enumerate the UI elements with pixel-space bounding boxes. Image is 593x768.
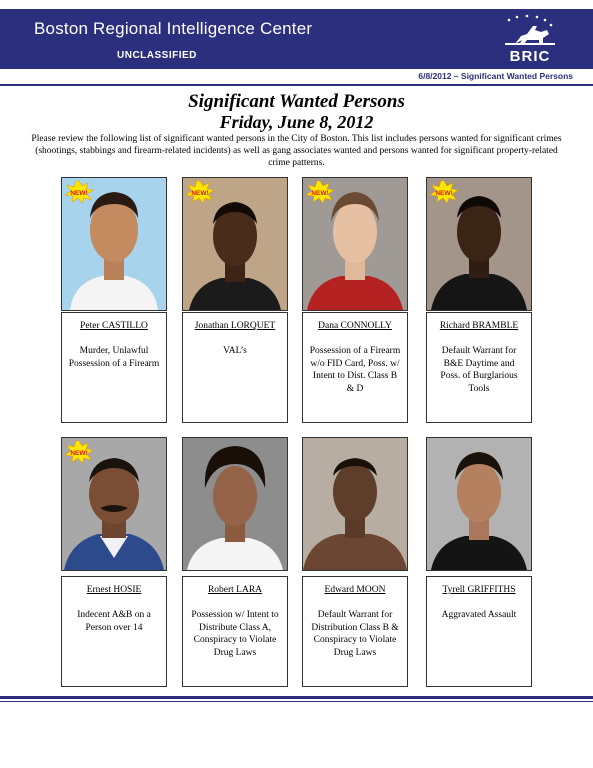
new-badge-text: NEW! (191, 190, 209, 197)
org-name: Boston Regional Intelligence Center (34, 19, 313, 38)
person-card (61, 576, 167, 687)
person-card (302, 576, 408, 687)
top-margin (0, 0, 593, 8)
person-card (426, 576, 532, 687)
person-silhouette (183, 438, 287, 570)
person-name: Ernest HOSIE (86, 585, 142, 595)
person-card (302, 312, 408, 423)
person-charge: Murder, Unlawful Possession of a Firearm (68, 346, 160, 369)
mugshot (426, 437, 532, 571)
mugshot (302, 437, 408, 571)
person-charge: Possession w/ Intent to Distribute Class A, Conspiracy to Violate Drug Laws (191, 610, 279, 658)
new-badge-icon (64, 180, 94, 204)
person-card (426, 312, 532, 423)
mugshot (302, 177, 408, 311)
logo-text: BRIC (509, 48, 551, 65)
mugshot (182, 177, 288, 311)
person-name: Richard BRAMBLE (439, 321, 519, 331)
person-name: Jonathan LORQUET (194, 321, 276, 331)
new-badge-icon (305, 180, 335, 204)
page-title: Significant Wanted Persons (188, 91, 405, 112)
new-badge-icon (429, 180, 459, 204)
person-card (61, 312, 167, 423)
new-badge-text: NEW! (311, 190, 329, 197)
person-name: Robert LARA (207, 585, 263, 595)
intro-paragraph: Please review the following list of significant wanted persons in the City of Boston. This list includes persons wanted for significant crimes (shootings, stabbings and firearm-related incidents) as well as gang associates wanted and persons wanted for significant property-related crime patterns. (31, 134, 562, 168)
person-name: Edward MOON (324, 585, 386, 595)
person-card (182, 576, 288, 687)
person-name: Dana CONNOLLY (318, 321, 392, 331)
classification-label: UNCLASSIFIED (117, 50, 197, 61)
person-silhouette (303, 438, 407, 570)
mugshot (61, 437, 167, 571)
new-badge-icon (185, 180, 215, 204)
new-badge-icon (64, 440, 94, 464)
person-name: Peter CASTILLO (80, 321, 148, 331)
person-card (182, 312, 288, 423)
new-badge-text: NEW! (435, 190, 453, 197)
person-charge: VAL’s (223, 346, 247, 356)
new-badge-text: NEW! (70, 190, 88, 197)
mugshot (182, 437, 288, 571)
person-charge: Aggravated Assault (441, 610, 517, 620)
person-name: Tyrell GRIFFITHS (442, 585, 516, 595)
person-silhouette (427, 438, 531, 570)
header-banner (0, 9, 593, 69)
mugshot (426, 177, 532, 311)
person-charge: Default Warrant for Distribution Class B & Conspiracy to Violate Drug Laws (311, 610, 399, 658)
mugshot (61, 177, 167, 311)
person-charge: Indecent A&B on a Person over 14 (77, 610, 151, 633)
bric-logo (497, 12, 563, 66)
page-date: Friday, June 8, 2012 (219, 112, 374, 132)
person-charge: Default Warrant for B&E Daytime and Poss. of Burglarious Tools (440, 346, 518, 394)
footer-rule (0, 696, 593, 699)
new-badge-text: NEW! (70, 450, 88, 457)
person-charge: Possession of a Firearm w/o FID Card, Poss. w/ Intent to Dist. Class B & D (309, 346, 401, 394)
date-bar (0, 69, 593, 86)
date-line: 6/8/2012 – Significant Wanted Persons (418, 71, 573, 81)
footer-rule-thin (0, 701, 593, 702)
